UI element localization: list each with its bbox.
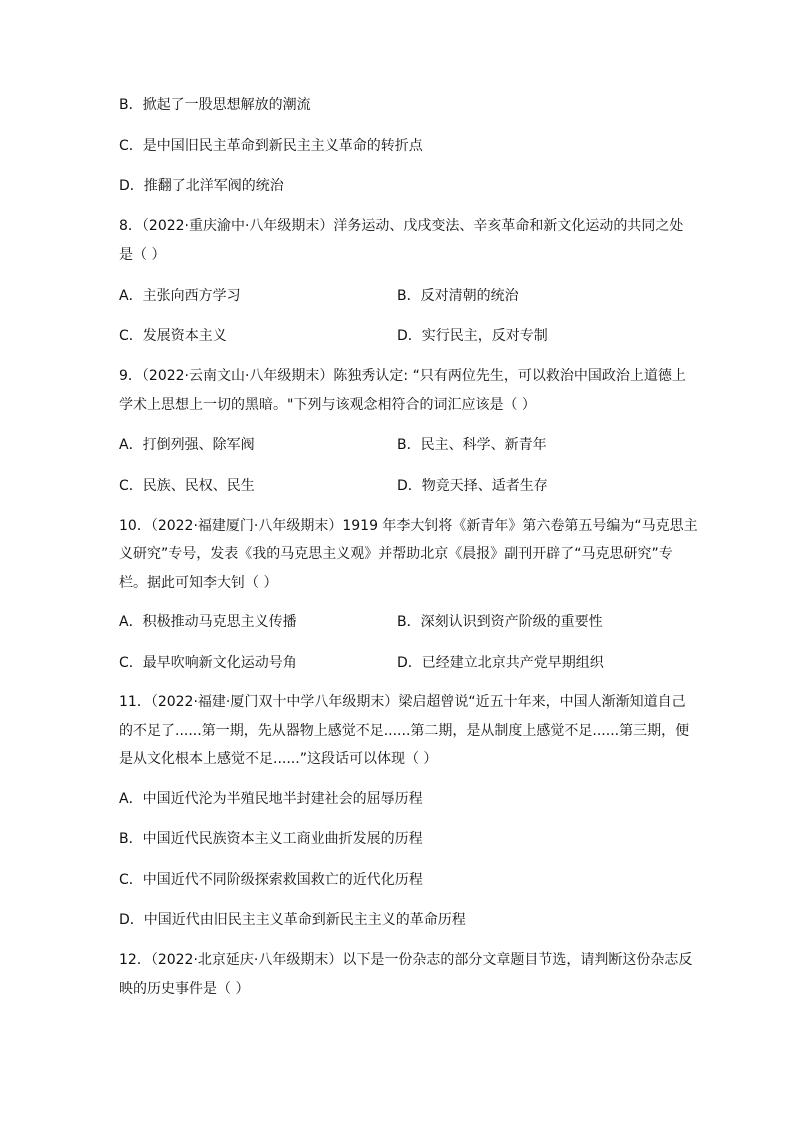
q8-option-c: C．发展资本主义 — [119, 328, 227, 344]
q7-option-b: B．掀起了一股思想解放的潮流 — [119, 97, 311, 113]
q10-option-d: D．已经建立北京共产党早期组织 — [397, 655, 604, 671]
q11-option-a: A．中国近代沦为半殖民地半封建社会的屈辱历程 — [119, 791, 423, 807]
q9-option-d: D．物竞天择、适者生存 — [397, 478, 548, 494]
q8-option-b: B．反对清朝的统治 — [397, 288, 519, 304]
q11-stem-line2: 的不足了......第一期，先从器物上感觉不足......第二期，是从制度上感觉不足......第三期，便 — [119, 723, 690, 739]
q12-stem-line2: 映的历史事件是（ ） — [119, 981, 250, 997]
q8-option-a: A．主张向西方学习 — [119, 288, 241, 304]
q8-option-d: D．实行民主，反对专制 — [397, 328, 548, 344]
q9-stem-line1: 9．（2022·云南文山·八年级期末）陈独秀认定: “只有两位先生，可以救治中国政治上道德上 — [119, 368, 686, 384]
q11-stem-line1: 11．（2022·福建·厦门双十中学八年级期末）梁启超曾说“近五十年来，中国人渐渐知道自己 — [119, 694, 686, 710]
q10-stem-line2: 义研究”专号，发表《我的马克思主义观》并帮助北京《晨报》副刊开辟了“马克思研究”专 — [119, 546, 673, 562]
q8-stem-line1: 8．（2022·重庆渝中·八年级期末）洋务运动、戊戌变法、辛亥革命和新文化运动的共同之处 — [119, 218, 684, 234]
q10-option-c: C．最早吹响新文化运动号角 — [119, 655, 297, 671]
q11-option-d: D．中国近代由旧民主主义革命到新民主主义的革命历程 — [119, 912, 466, 928]
q7-option-d: D．推翻了北洋军阀的统治 — [119, 178, 284, 194]
q9-option-b: B．民主、科学、新青年 — [397, 437, 547, 453]
q11-stem-line3: 是从文化根本上感觉不足......”这段话可以体现（ ） — [119, 751, 438, 767]
q11-option-c: C．中国近代不同阶级探索救国救亡的近代化历程 — [119, 872, 423, 888]
q7-option-c: C．是中国旧民主革命到新民主主义革命的转折点 — [119, 138, 423, 154]
q8-stem-line2: 是（ ） — [119, 247, 166, 263]
q9-stem-line2: 学术上思想上一切的黑暗。"下列与该观念相符合的词汇应该是（ ） — [119, 397, 536, 413]
q10-option-b: B．深刻认识到资产阶级的重要性 — [397, 614, 603, 630]
q11-option-b: B．中国近代民族资本主义工商业曲折发展的历程 — [119, 831, 423, 847]
q10-stem-line3: 栏。据此可知李大钊（ ） — [119, 575, 278, 591]
q9-option-a: A．打倒列强、除军阀 — [119, 437, 255, 453]
q12-stem-line1: 12．（2022·北京延庆·八年级期末）以下是一份杂志的部分文章题目节选，请判断这份杂志反 — [119, 952, 693, 968]
q10-option-a: A．积极推动马克思主义传播 — [119, 614, 297, 630]
q9-option-c: C．民族、民权、民生 — [119, 478, 255, 494]
q10-stem-line1: 10．（2022·福建厦门·八年级期末）1919 年李大钊将《新青年》第六卷第五号编为“马克思主 — [119, 518, 698, 534]
